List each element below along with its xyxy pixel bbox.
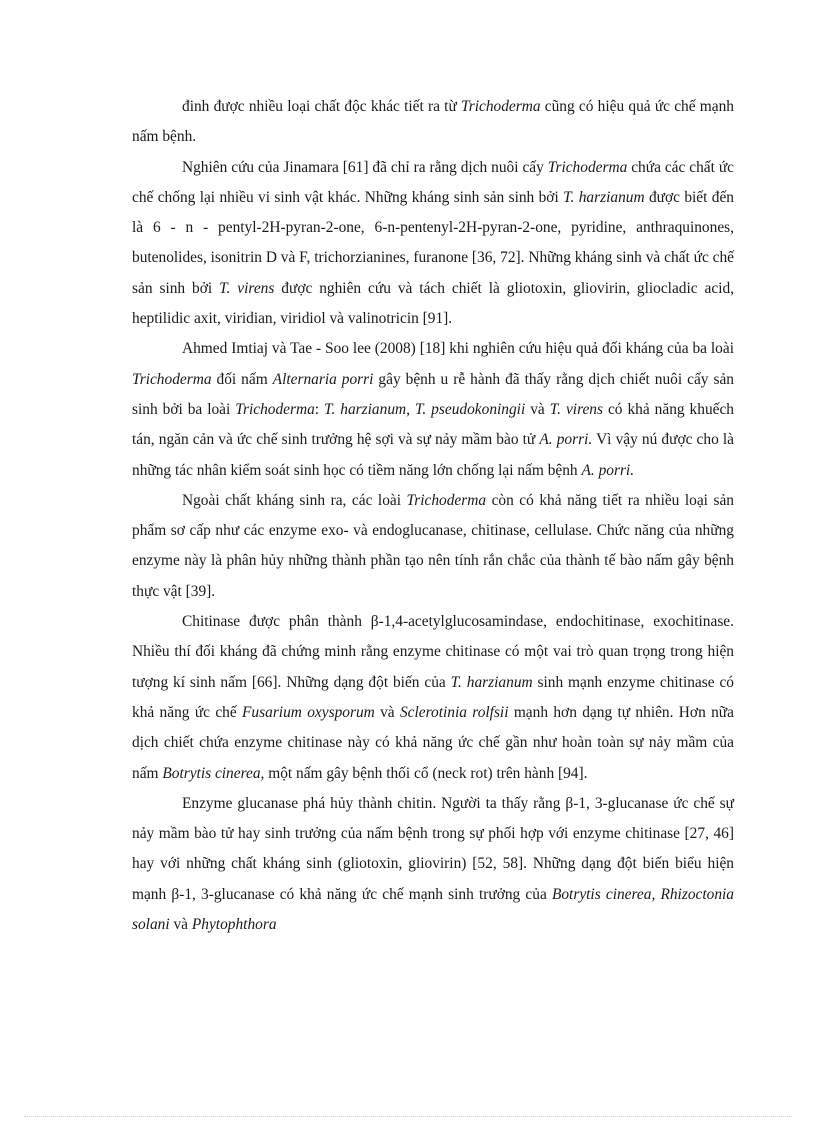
- document-page: [132, 92, 734, 940]
- text-run: được biết đến là 6 - n - pentyl-2H-pyran-2-one, 6-n-pentenyl-2H-pyran-2-one, pyridine, anthraquinones, butenolides, isonitrin D và F, trichorzianines, furanone [36, 72]. Những kháng sinh và chất ức chế sản sinh bởi: [132, 188, 734, 297]
- text-run: Ahmed Imtiaj và Tae - Soo lee (2008) [18] khi nghiên cứu hiệu quả đối kháng của ba loài: [182, 340, 734, 358]
- page-bottom-divider: [24, 1116, 792, 1117]
- text-run: được nghiên cứu và tách chiết là gliotoxin, gliovirin, gliocladic acid, heptilidic axit, viridian, viridiol và valinotricin [91].: [132, 279, 735, 328]
- text-run: mạnh hơn dạng tự nhiên. Hơn nữa dịch chiết chứa enzyme chitinase này có khả năng ức chế gần như hoàn toàn sự nảy mầm của nấm: [132, 703, 734, 782]
- text-run: còn có khả năng tiết ra nhiều loại sản phẩm sơ cấp như các enzyme exo- và endoglucanase, chitinase, cellulase. Chức năng của những enzyme này là phân hủy những thành phần tạo nên tính rắn chắc của thành tế bào nấm gây bệnh thực vật [39].: [132, 491, 734, 600]
- text-run: Enzyme glucanase phá hủy thành chitin. Người ta thấy rằng β-1, 3-glucanase ức chế sự nảy mầm bào tử hay sinh trưởng của nấm bệnh trong sự phối hợp với enzyme chitinase [27, 46] hay với những chất kháng sinh (gliotoxin, gliovirin) [52, 58]. Những dạng đột biến biểu hiện mạnh β-1, 3-glucanase có khả năng ức chế mạnh sinh trưởng của: [132, 794, 734, 903]
- italic-text-run: Fusarium oxysporum: [242, 703, 375, 721]
- body-paragraph: [132, 153, 734, 335]
- italic-text-run: Trichoderma: [406, 491, 487, 509]
- text-run: sinh mạnh enzyme chitinase có khả năng ức chế: [132, 673, 734, 721]
- body-paragraph: [132, 486, 734, 607]
- text-run: Nghiên cứu của Jinamara [61] đã chỉ ra rằng dịch nuôi cấy: [182, 158, 548, 176]
- text-run: đối nấm: [211, 370, 273, 388]
- italic-text-run: A. porri.: [539, 431, 593, 449]
- text-run: và: [525, 400, 550, 418]
- text-run: gây bệnh u rễ hành đã thấy rằng dịch chiết nuôi cấy sản sinh bởi ba loài: [132, 370, 734, 418]
- text-run: một nấm gây bệnh thối cổ (neck rot) trên hành [94].: [264, 764, 588, 782]
- italic-text-run: Trichoderma: [132, 370, 212, 388]
- text-run: Ngoài chất kháng sinh ra, các loài: [182, 491, 407, 509]
- text-run: và: [374, 703, 400, 721]
- body-paragraph: [132, 92, 734, 153]
- italic-text-run: T. harzianum, T. pseudokoningii: [324, 400, 526, 418]
- italic-text-run: Alternaria porri: [272, 370, 374, 388]
- text-run: Vì vậy nú được cho là những tác nhân kiểm soát sinh học có tiềm năng lớn chống lại nấm bệnh: [132, 431, 734, 479]
- italic-text-run: T. harzianum: [563, 188, 645, 206]
- text-run: có khả năng khuếch tán, ngăn cản và ức chế sinh trưởng hệ sợi và sự nảy mầm bào tử: [132, 400, 734, 449]
- text-run: Chitinase được phân thành β-1,4-acetylglucosamindase, endochitinase, exochitinase. Nhiều thí đối kháng đã chứng minh rằng enzyme chitinase có một vai trò quan trọng trong hiện tượng kí sinh nấm [66]. Những dạng đột biến của: [132, 613, 734, 691]
- text-run: đinh được nhiều loại chất độc khác tiết ra từ: [182, 98, 462, 115]
- body-paragraph: [132, 334, 734, 485]
- italic-text-run: T. harzianum: [450, 673, 533, 691]
- text-run: chứa các chất ức chế chống lại nhiều vi sinh vật khác. Những kháng sinh sản sinh bởi: [132, 158, 735, 206]
- italic-text-run: Phytophthora: [191, 916, 277, 934]
- italic-text-run: Sclerotinia rolfsii: [399, 703, 509, 721]
- italic-text-run: A. porri.: [581, 461, 635, 479]
- italic-text-run: Trichoderma: [547, 158, 628, 176]
- italic-text-run: Botrytis cinerea,: [162, 764, 265, 782]
- body-paragraph: [132, 789, 734, 940]
- text-run: và: [169, 916, 192, 934]
- italic-text-run: T. virens: [549, 400, 603, 418]
- italic-text-run: Trichoderma: [235, 400, 315, 418]
- italic-text-run: T. virens: [219, 279, 275, 297]
- body-paragraph: [132, 607, 734, 789]
- italic-text-run: Trichoderma: [461, 98, 541, 115]
- text-run: :: [314, 400, 325, 418]
- text-run: cũng có hiệu quả ức chế mạnh nấm bệnh.: [132, 98, 734, 146]
- italic-text-run: Botrytis cinerea, Rhizoctonia solani: [132, 885, 734, 934]
